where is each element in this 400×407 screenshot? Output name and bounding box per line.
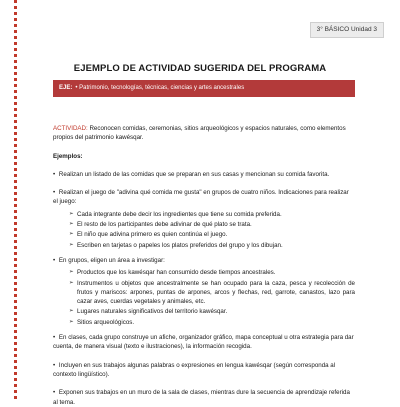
- example-paragraph-2: [53, 188, 355, 207]
- arrow-bullet-icon: ➢: [69, 269, 74, 276]
- bullet-icon: •: [53, 334, 56, 342]
- arrow-bullet-icon: ➢: [69, 318, 74, 325]
- list-item-text: Cada integrante debe decir los ingredientes que tiene su comida preferida.: [77, 210, 282, 218]
- eje-text: • Patrimonio, tecnologías, técnicas, ciencias y artes ancestrales: [75, 85, 245, 91]
- list-item: [69, 210, 355, 219]
- list-item: [69, 230, 355, 239]
- example-paragraph-1: [53, 170, 355, 179]
- bullet-icon: •: [53, 389, 56, 397]
- list-item-text: Instrumentos u objetos que ancestralmente se han ocupado para la caza, pesca y recolección de frutos y mariscos: arpones, puntas de arpones, arcos y flechas, red, garrote, canastos, lazo para cazar aves, cuerdas vegetales y animales, etc.: [77, 279, 355, 306]
- left-border-stripe: [14, 0, 17, 400]
- list-item: [69, 241, 355, 250]
- example-text-5: Incluyen en sus trabajos algunas palabras o expresiones en lengua kawésqar (según corresponda al contexto lingüístico).: [53, 361, 336, 378]
- arrow-bullet-icon: ➢: [69, 221, 74, 228]
- arrow-bullet-icon: ➢: [69, 241, 74, 248]
- example-text-4: En clases, cada grupo construye un afiche, organizador gráfico, mapa conceptual u otra estrategia para dar cuenta, de manera visual (texto e ilustraciones), la información recogida.: [53, 334, 354, 351]
- arrow-bullet-icon: ➢: [69, 308, 74, 315]
- list-item-text: Sitios arqueológicos.: [77, 318, 135, 326]
- activity-content: [53, 124, 355, 407]
- list-item: [69, 220, 355, 229]
- example-paragraph-5: [53, 361, 355, 380]
- list-item: [69, 318, 355, 327]
- eje-label: EJE:: [59, 85, 73, 91]
- arrow-bullet-icon: ➢: [69, 279, 74, 286]
- bullet-icon: •: [53, 189, 56, 197]
- list-item-text: Productos que los kawésqar han consumido desde tiempos ancestrales.: [77, 269, 276, 277]
- example-text-2: Realizan el juego de "adivina qué comida me gusta" en grupos de cuatro niños. Indicaciones para realizar el juego:: [53, 189, 349, 206]
- page-title: EJEMPLO DE ACTIVIDAD SUGERIDA DEL PROGRAMA: [73, 63, 327, 74]
- example-paragraph-6: [53, 388, 355, 407]
- list-item: [69, 279, 355, 307]
- arrow-bullet-icon: ➢: [69, 231, 74, 238]
- list-item-text: El resto de los participantes debe adivinar de qué plato se trata.: [77, 221, 252, 229]
- list-item: [69, 307, 355, 316]
- activity-label: ACTIVIDAD:: [53, 125, 88, 132]
- bullet-icon: •: [53, 361, 56, 369]
- examples-heading: Ejemplos:: [53, 152, 83, 160]
- example-paragraph-4: [53, 333, 355, 352]
- list-item-text: Lugares naturales significativos del territorio kawésqar.: [77, 308, 228, 316]
- list-item-text: Escriben en tarjetas o papeles los platos preferidos del grupo y los dibujan.: [77, 241, 283, 249]
- example-paragraph-3: [53, 256, 355, 265]
- game-instructions-list: [53, 210, 355, 250]
- bullet-icon: •: [53, 170, 56, 178]
- activity-description: [53, 124, 355, 143]
- bullet-icon: •: [53, 256, 56, 264]
- arrow-bullet-icon: ➢: [69, 210, 74, 217]
- example-text-1: Realizan un listado de las comidas que se preparan en sus casas y mencionan su comida favorita.: [58, 170, 330, 178]
- example-text-6: Exponen sus trabajos en un muro de la sala de clases, mientras dure la secuencia de aprendizaje referida al tema.: [53, 389, 350, 406]
- list-item: [69, 268, 355, 277]
- activity-text: Reconocen comidas, ceremonias, sitios arqueológicos y espacios naturales, como elementos propios del patrimonio kawésqar.: [53, 125, 346, 142]
- grade-unit-tab: 3° BÁSICO Unidad 3: [310, 22, 384, 38]
- eje-banner: [53, 80, 355, 97]
- example-text-3: En grupos, eligen un área a investigar:: [58, 256, 165, 264]
- list-item-text: El niño que adivina primero es quien continúa el juego.: [77, 231, 228, 239]
- research-areas-list: [53, 268, 355, 327]
